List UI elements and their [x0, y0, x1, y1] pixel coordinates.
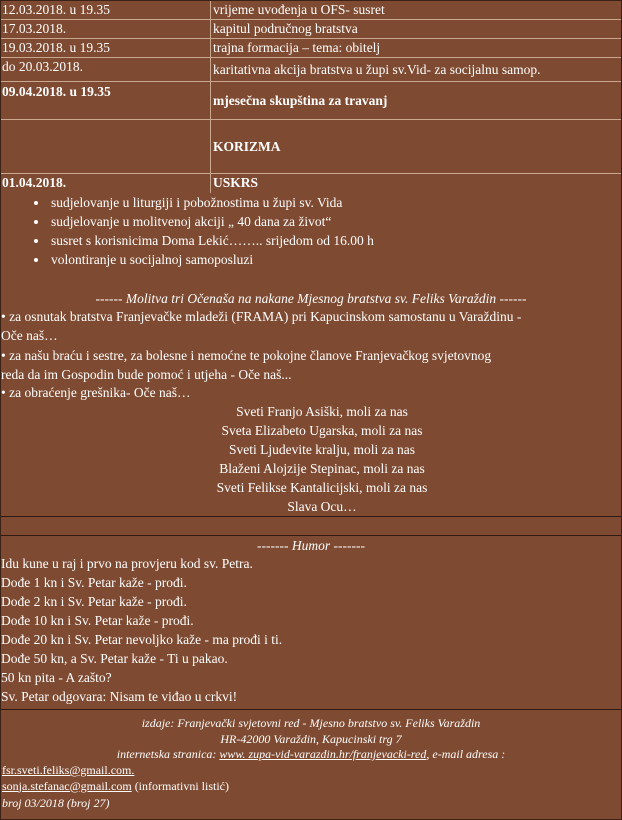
- address-line: HR-42000 Varaždin, Kapucinski trg 7: [220, 731, 402, 746]
- list-item: • sudjelovanje u liturgiji i pobožnostima u župi sv. Vida: [49, 193, 621, 212]
- schedule-date: [1, 120, 211, 173]
- schedule-date: 09.04.2018. u 19.35: [1, 82, 211, 119]
- footer-info: [1, 716, 621, 763]
- web-label: internetska stranica:: [116, 747, 220, 761]
- schedule-event: vrijeme uvođenja u OFS- susret: [213, 2, 385, 17]
- prayer-intention: • za osnutak bratstva Franjevačke mladeži (FRAMA) pri Kapucinskom samostanu u Varaždinu - Oče naš…: [1, 309, 522, 343]
- humor-line: 50 kn pita - A zašto?: [1, 670, 112, 685]
- prayer-heading: ------ Molitva tri Očenaša na nakane Mjesnog bratstva sv. Feliks Varaždin ------: [95, 291, 527, 306]
- schedule-event: trajna formacija – tema: obitelj: [213, 40, 381, 55]
- lent-activities: [1, 193, 621, 269]
- email-label: , e-mail adresa :: [426, 747, 506, 761]
- schedule-event: karitativna akcija bratstva u župi sv.Vid- za socijalnu samop.: [213, 62, 541, 77]
- web-line: [1, 747, 621, 763]
- schedule-row: [1, 58, 621, 82]
- schedule-table: [1, 1, 621, 193]
- litany-line: Sveti Felikse Kantalicijski, moli za nas: [216, 480, 428, 495]
- schedule-date: 01.04.2018.: [1, 174, 211, 193]
- schedule-row: [1, 82, 621, 120]
- litany: [1, 402, 621, 516]
- prayer-intention: • za obraćenje grešnika- Oče naš…: [1, 385, 191, 400]
- schedule-event: kapitul područnog bratstva: [213, 21, 358, 36]
- schedule-row: [1, 20, 621, 39]
- list-item: • sudjelovanje u molitvenoj akciji „ 40 dana za život“: [49, 212, 621, 231]
- humor-line: Dođe 10 kn i Sv. Petar kaže - prođi.: [1, 613, 194, 628]
- litany-line: Sveta Elizabeto Ugarska, moli za nas: [221, 423, 423, 438]
- humor-text: [1, 554, 621, 706]
- prayer-intention: • za našu braću i sestre, za bolesne i nemoćne te pokojne članove Franjevačkog svjetovnog reda da im Gospodin bude pomoć i utjeha - Oče naš...: [1, 348, 492, 382]
- footer-contacts: [1, 763, 621, 812]
- schedule-row: [1, 39, 621, 58]
- schedule-date: 12.03.2018. u 19.35: [1, 1, 211, 19]
- schedule-row: [1, 1, 621, 20]
- humor-line: Dođe 20 kn i Sv. Petar nevoljko kaže - ma prođi i ti.: [1, 632, 283, 647]
- humor-line: Dođe 2 kn i Sv. Petar kaže - prođi.: [1, 594, 187, 609]
- litany-line: Sveti Franjo Asiški, moli za nas: [236, 404, 408, 419]
- publisher-line: izdaje: Franjevački svjetovni red - Mjesno bratstvo sv. Feliks Varaždin: [141, 716, 481, 730]
- litany-line: Slava Ocu…: [287, 499, 357, 514]
- humor-line: Dođe 50 kn, a Sv. Petar kaže - Ti u pakao.: [1, 651, 228, 666]
- schedule-date: 19.03.2018. u 19.35: [1, 39, 211, 57]
- schedule-date: 17.03.2018.: [1, 20, 211, 38]
- schedule-date: do 20.03.2018.: [1, 58, 211, 81]
- email-link[interactable]: fsr.sveti.feliks@gmail.com.: [2, 763, 135, 777]
- list-item: • susret s korisnicima Doma Lekić…….. srijedom od 16.00 h: [49, 231, 621, 250]
- divider: [1, 516, 621, 517]
- litany-line: Blaženi Alojzije Stepinac, moli za nas: [219, 461, 425, 476]
- schedule-row: [1, 120, 621, 174]
- humor-heading: ------- Humor -------: [257, 538, 365, 553]
- schedule-event: KORIZMA: [213, 139, 281, 154]
- website-link[interactable]: www. zupa-vid-varazdin.hr/franjevacki-red: [219, 747, 427, 761]
- email-link[interactable]: sonja.stefanac@gmail.com: [2, 778, 132, 793]
- humor-line: Idu kune u raj i prvo na provjeru kod sv. Petra.: [1, 556, 253, 571]
- schedule-event: USKRS: [213, 175, 259, 190]
- email-note: (informativni listić): [131, 778, 229, 793]
- litany-line: Sveti Ljudevite kralju, moli za nas: [229, 442, 415, 457]
- schedule-event: mjesečna skupština za travanj: [213, 93, 388, 108]
- humor-line: Dođe 1 kn i Sv. Petar kaže - prođi.: [1, 575, 187, 590]
- list-item: • volontiranje u socijalnoj samoposluzi: [49, 250, 621, 269]
- issue-number: broj 03/2018 (broj 27): [2, 796, 110, 810]
- divider: [1, 709, 621, 710]
- schedule-row: [1, 174, 621, 193]
- humor-line: Sv. Petar odgovara: Nisam te viđao u crkvi!: [1, 689, 238, 704]
